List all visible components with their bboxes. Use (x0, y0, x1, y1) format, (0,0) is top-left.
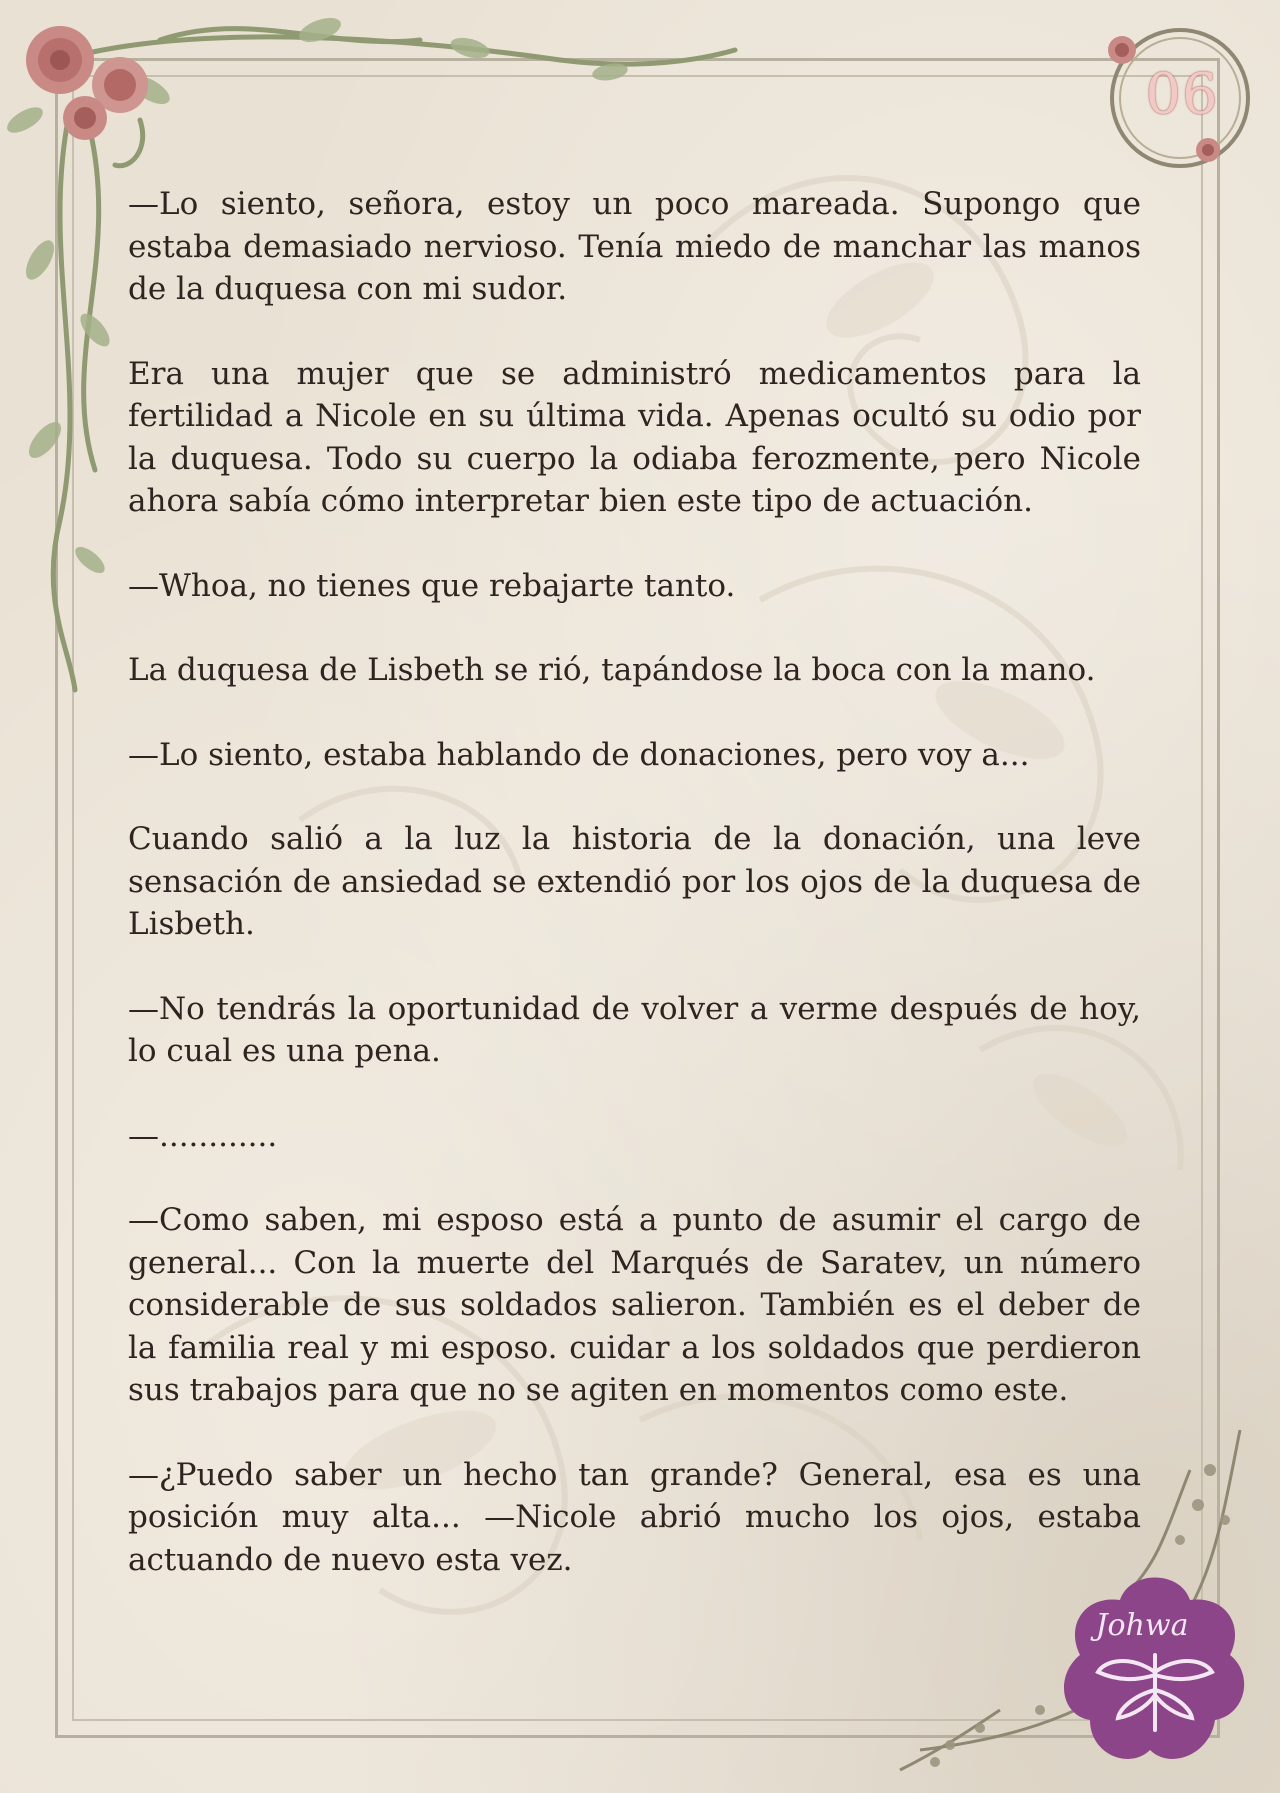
story-text (128, 183, 1141, 1623)
paragraph: La duquesa de Lisbeth se rió, tapándose la boca con la mano. (128, 652, 1096, 688)
paragraph: —Como saben, mi esposo está a punto de asumir el cargo de general... Con la muerte del Marqués de Saratev, un número considerable de sus soldados salieron. También es el deber de la familia real y mi esposo. cuidar a los soldados que perdieron sus trabajos para que no se agiten en momentos como este. (128, 1202, 1141, 1408)
paragraph: —No tendrás la oportunidad de volver a verme después de hoy, lo cual es una pena. (128, 990, 1141, 1069)
paragraph: —............ (128, 1117, 278, 1154)
paragraph: Cuando salió a la luz la historia de la donación, una leve sensación de ansiedad se extendió por los ojos de la duquesa de Lisbeth. (128, 821, 1141, 942)
paragraph: —Lo siento, señora, estoy un poco mareada. Supongo que estaba demasiado nervioso. Tenía miedo de manchar las manos de la duquesa con mi sudor. (128, 186, 1141, 307)
paragraph: —Lo siento, estaba hablando de donaciones, pero voy a... (128, 736, 1030, 773)
paragraph: —¿Puedo saber un hecho tan grande? General, esa es una posición muy alta... —Nicole abrió mucho los ojos, estaba actuando de nuevo esta vez. (128, 1456, 1141, 1578)
paragraph: —Whoa, no tienes que rebajarte tanto. (128, 567, 736, 604)
page-number: 06 (1145, 62, 1219, 127)
paragraph: Era una mujer que se administró medicamentos para la fertilidad a Nicole en su última vida. Apenas ocultó su odio por la duquesa. Todo su cuerpo la odiaba ferozmente, pero Nicole ahora sabía cómo interpretar bien este tipo de actuación. (128, 355, 1141, 519)
logo-text: Johwa (1095, 1608, 1189, 1643)
